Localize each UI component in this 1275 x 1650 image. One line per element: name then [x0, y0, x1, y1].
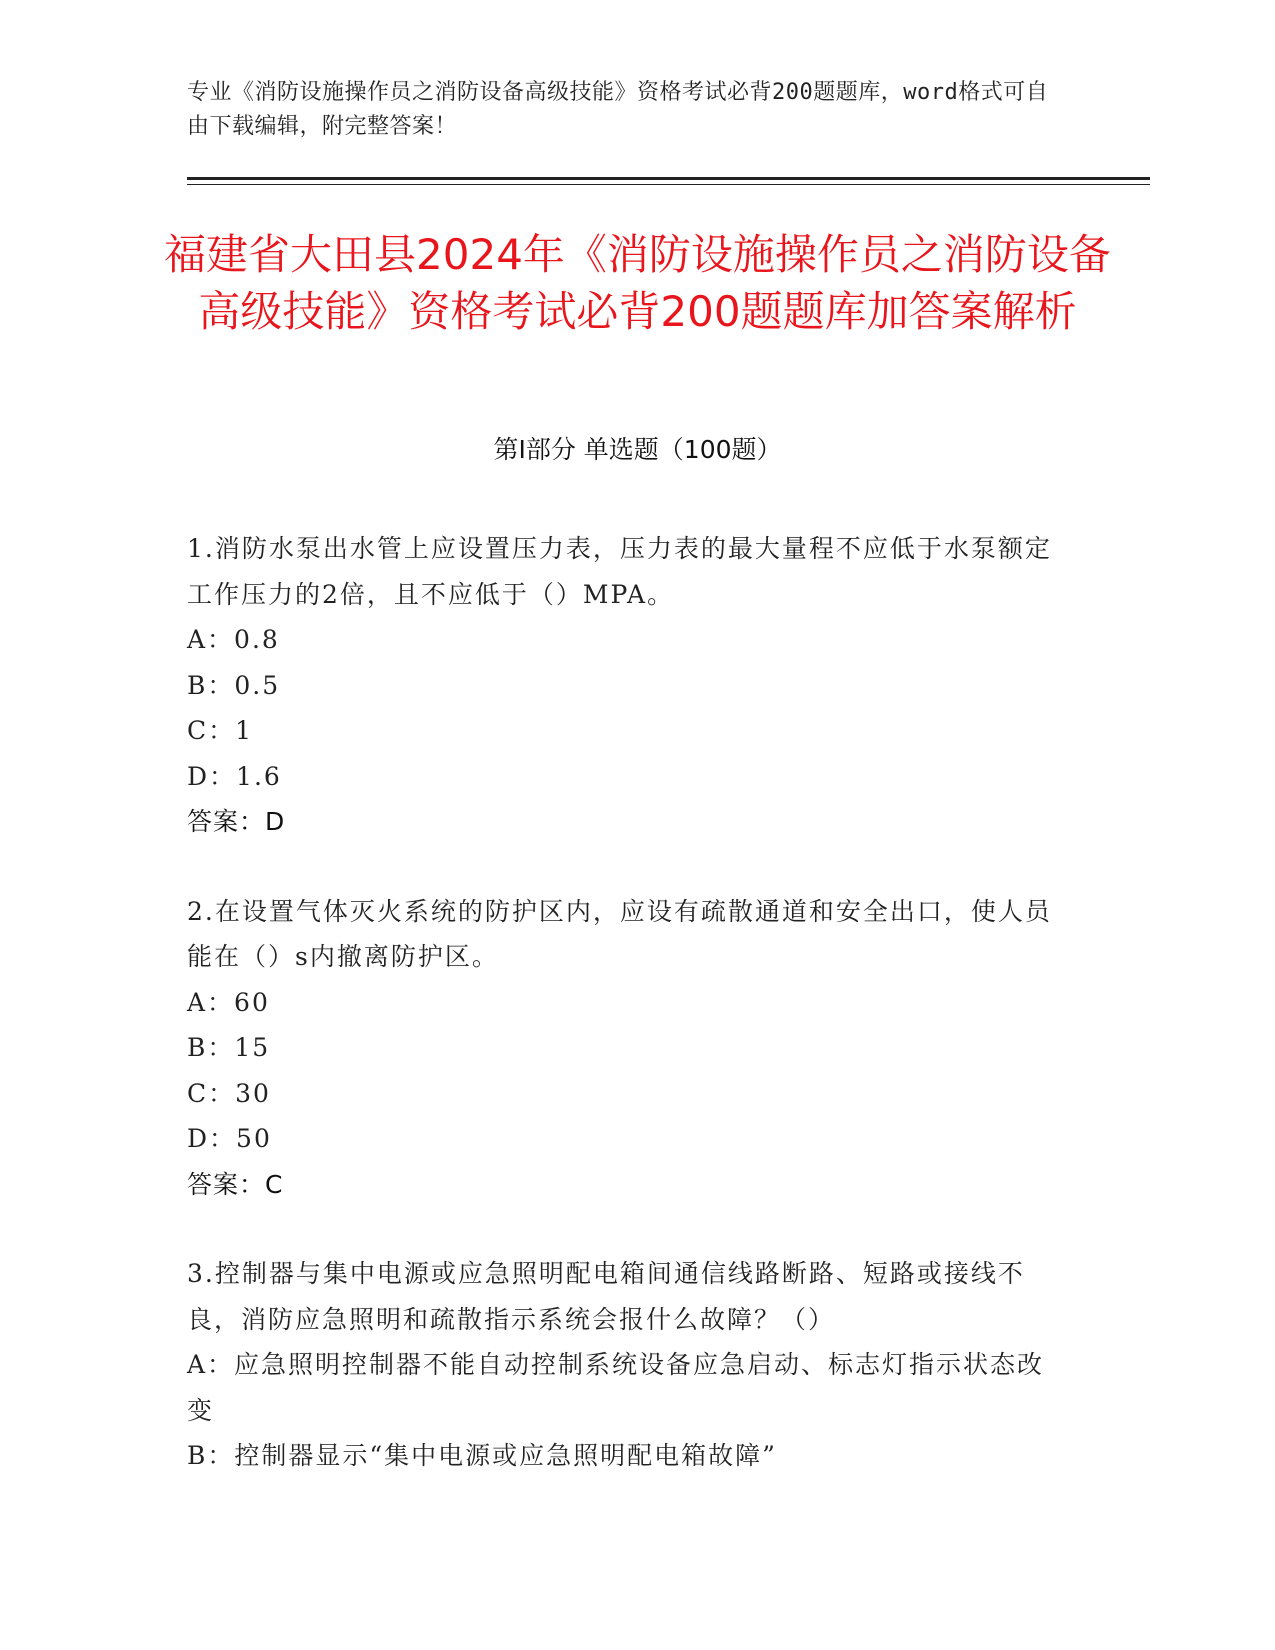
option-c: C：1 [187, 716, 254, 745]
option-a: A：60 [187, 987, 270, 1017]
header-note: 专业《消防设施操作员之消防设备高级技能》资格考试必背200题题库，word格式可自由下载编辑，附完整答案！ [187, 80, 1049, 139]
option-a: A：0.8 [187, 625, 280, 654]
section-title: 第Ⅰ部分 单选题（100题） [493, 435, 782, 464]
question-3 [187, 1251, 1067, 1479]
option-c: C：30 [187, 1078, 271, 1108]
answer-label: 答案：C [187, 1169, 284, 1199]
header-divider-thick [187, 177, 1150, 180]
option-d: D：50 [187, 1124, 272, 1153]
question-1 [187, 526, 1067, 845]
question-2 [187, 889, 1067, 1208]
option-b: B：0.5 [187, 670, 281, 700]
question-stem: 1.消防水泵出水管上应设置压力表，压力表的最大量程不应低于水泵额定工作压力的2倍，且不应低于（）MPA。 [187, 534, 1052, 609]
option-b: B：15 [187, 1033, 271, 1062]
option-b: B：控制器显示“集中电源或应急照明配电箱故障” [187, 1441, 777, 1470]
option-d: D：1.6 [187, 761, 282, 791]
question-stem: 2.在设置气体灭火系统的防护区内，应设有疏散通道和安全出口，使人员能在（）s内撤离防护区。 [187, 896, 1052, 971]
answer-label: 答案：D [187, 807, 286, 836]
question-list [187, 526, 1067, 1523]
document-title: 福建省大田县2024年《消防设施操作员之消防设备高级技能》资格考试必背200题题库加答案解析 [164, 230, 1111, 336]
question-stem: 3.控制器与集中电源或应急照明配电箱间通信线路断路、短路或接线不良，消防应急照明和疏散指示系统会报什么故障？（） [187, 1259, 1025, 1334]
header-divider-thin [187, 184, 1150, 185]
option-a: A：应急照明控制器不能自动控制系统设备应急启动、标志灯指示状态改变 [187, 1350, 1045, 1425]
